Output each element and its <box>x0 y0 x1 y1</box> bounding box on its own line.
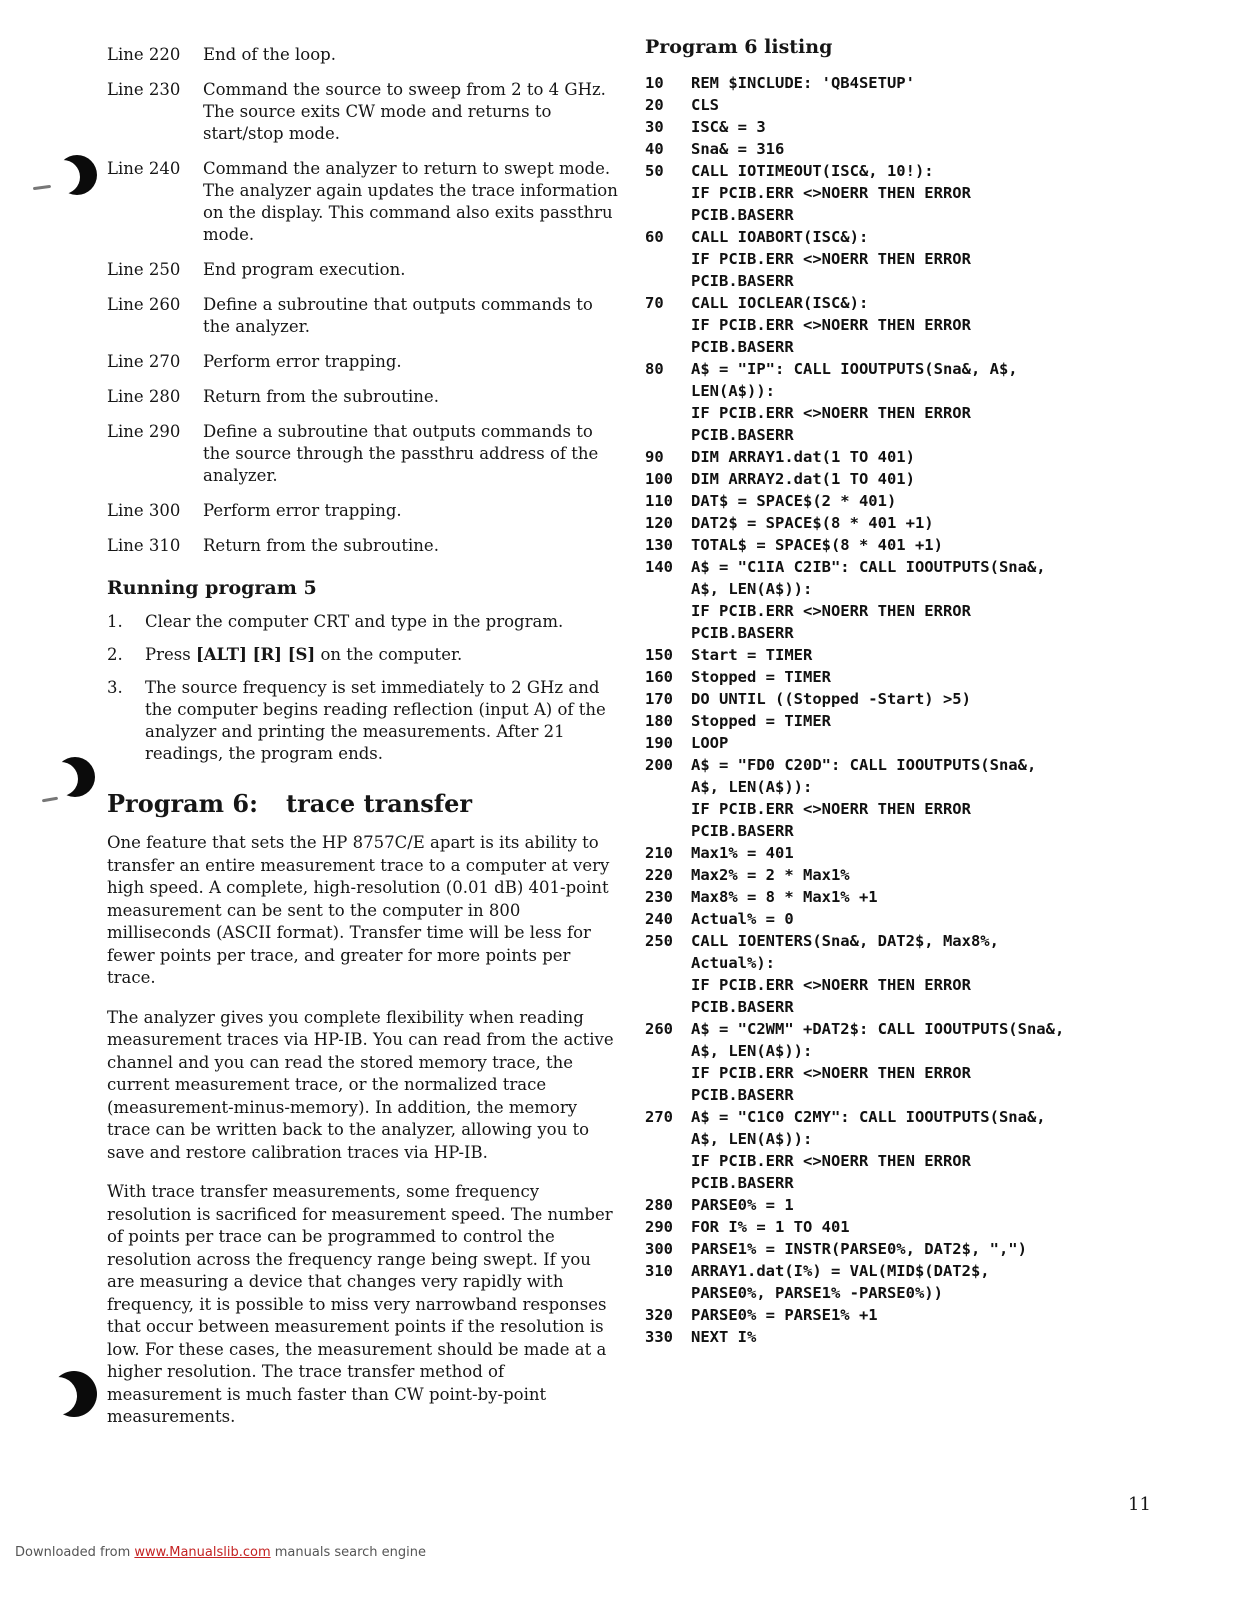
code-line-number <box>645 248 691 270</box>
code-line <box>645 72 1210 94</box>
code-line-number: 120 <box>645 514 673 532</box>
code-line <box>645 1216 1210 1238</box>
binding-mark-bottom <box>46 1365 98 1429</box>
code-line <box>645 424 1210 446</box>
code-line-text: A$ = "C2WM" +DAT2$: CALL IOOUTPUTS(Sna&, <box>691 1020 1065 1038</box>
line-definition <box>107 44 622 66</box>
left-column <box>107 44 622 1446</box>
code-line-text: IF PCIB.ERR <>NOERR THEN ERROR <box>691 976 971 994</box>
footer-prefix: Downloaded from <box>15 1545 135 1560</box>
step-number: 3. <box>107 678 123 697</box>
code-line <box>645 1326 1210 1348</box>
code-line <box>645 688 1210 710</box>
program6-paragraphs <box>107 832 622 1429</box>
line-definition <box>107 259 622 281</box>
line-description: Perform error trapping. <box>203 352 402 371</box>
line-description: Return from the subroutine. <box>203 536 439 555</box>
code-line <box>645 1128 1210 1150</box>
code-line <box>645 578 1210 600</box>
step-number: 2. <box>107 645 123 664</box>
code-line <box>645 490 1210 512</box>
code-line-number <box>645 952 691 974</box>
code-line <box>645 1040 1210 1062</box>
line-description: End of the loop. <box>203 45 336 64</box>
code-line-text: PCIB.BASERR <box>691 272 794 290</box>
code-line-text: Max1% = 401 <box>691 844 794 862</box>
program6-heading-label: Program 6: <box>107 789 258 818</box>
code-line-text: A$ = "IP": CALL IOOUTPUTS(Sna&, A$, <box>691 360 1018 378</box>
code-line-text: TOTAL$ = SPACE$(8 * 401 +1) <box>691 536 943 554</box>
line-definition <box>107 535 622 557</box>
code-line-number: 90 <box>645 448 664 466</box>
code-line-text: PCIB.BASERR <box>691 338 794 356</box>
code-line-text: A$, LEN(A$)): <box>691 778 813 796</box>
line-definition <box>107 351 622 373</box>
code-line-text: IF PCIB.ERR <>NOERR THEN ERROR <box>691 184 971 202</box>
code-line-number: 100 <box>645 470 673 488</box>
code-line <box>645 1260 1210 1282</box>
code-line <box>645 820 1210 842</box>
code-line-number: 200 <box>645 756 673 774</box>
code-line-text: PCIB.BASERR <box>691 1086 794 1104</box>
code-line <box>645 666 1210 688</box>
code-line-text: IF PCIB.ERR <>NOERR THEN ERROR <box>691 602 971 620</box>
line-label: Line 290 <box>107 422 181 441</box>
code-line <box>645 402 1210 424</box>
code-line <box>645 864 1210 886</box>
code-line <box>645 974 1210 996</box>
program6-heading <box>107 789 622 818</box>
line-description: End program execution. <box>203 260 406 279</box>
code-line <box>645 600 1210 622</box>
code-line-text: CALL IOTIMEOUT(ISC&, 10!): <box>691 162 934 180</box>
code-line-number: 80 <box>645 360 664 378</box>
code-line-text: A$, LEN(A$)): <box>691 1042 813 1060</box>
code-line-number: 290 <box>645 1218 673 1236</box>
line-definition <box>107 79 622 145</box>
code-line-number: 170 <box>645 690 673 708</box>
scan-dash-top <box>33 185 51 190</box>
step-item <box>107 644 622 666</box>
code-line-number: 280 <box>645 1196 673 1214</box>
code-line-text: Actual% = 0 <box>691 910 794 928</box>
code-line <box>645 292 1210 314</box>
body-paragraph: With trace transfer measurements, some frequency resolution is sacrificed for measurement speed. The number of points per trace can be programmed to control the resolution across the frequency range being swept. If you are measuring a device that changes very rapidly with frequency, it is possible to miss very narrowband responses that occur between measurement points if the resolution is low. For these cases, the measurement should be made at a higher resolution. The trace transfer method of measurement is much faster than CW point-by-point measurements. <box>107 1182 613 1426</box>
code-line-number: 160 <box>645 668 673 686</box>
code-line <box>645 798 1210 820</box>
code-line-number: 70 <box>645 294 664 312</box>
code-line <box>645 1194 1210 1216</box>
code-line <box>645 1238 1210 1260</box>
code-line-text: PCIB.BASERR <box>691 206 794 224</box>
code-line-text: PCIB.BASERR <box>691 822 794 840</box>
line-definition <box>107 500 622 522</box>
code-line-number: 300 <box>645 1240 673 1258</box>
footer-suffix: manuals search engine <box>270 1545 427 1560</box>
code-line <box>645 1282 1210 1304</box>
code-line <box>645 160 1210 182</box>
code-line <box>645 996 1210 1018</box>
code-line <box>645 1084 1210 1106</box>
code-line-number: 310 <box>645 1262 673 1280</box>
step-number: 1. <box>107 612 123 631</box>
step-item <box>107 611 622 633</box>
code-line <box>645 776 1210 798</box>
code-line-number: 220 <box>645 866 673 884</box>
code-line-text: Stopped = TIMER <box>691 668 831 686</box>
code-line-text: REM $INCLUDE: 'QB4SETUP' <box>691 74 915 92</box>
code-line <box>645 204 1210 226</box>
code-line-text: A$, LEN(A$)): <box>691 580 813 598</box>
code-line-number <box>645 776 691 798</box>
code-line <box>645 380 1210 402</box>
code-line <box>645 1106 1210 1128</box>
line-description: Perform error trapping. <box>203 501 402 520</box>
code-line <box>645 314 1210 336</box>
line-label: Line 270 <box>107 352 181 371</box>
line-definition <box>107 386 622 408</box>
code-line-text: A$, LEN(A$)): <box>691 1130 813 1148</box>
line-label: Line 260 <box>107 295 181 314</box>
code-line-text: ISC& = 3 <box>691 118 766 136</box>
code-line <box>645 248 1210 270</box>
code-line-text: LOOP <box>691 734 729 752</box>
code-line-number <box>645 1040 691 1062</box>
line-description: Define a subroutine that outputs commands to the source through the passthru address of the analyzer. <box>203 422 599 485</box>
code-line <box>645 732 1210 754</box>
code-line-number: 330 <box>645 1328 673 1346</box>
step-text: Clear the computer CRT and type in the program. <box>145 612 564 631</box>
code-line-text: PARSE0%, PARSE1% -PARSE0%)) <box>691 1284 943 1302</box>
code-line-number: 320 <box>645 1306 673 1324</box>
binding-mark-top <box>52 150 98 206</box>
line-description: Command the source to sweep from 2 to 4 GHz. The source exits CW mode and returns to start/stop mode. <box>203 80 606 143</box>
code-line-text: PARSE0% = PARSE1% +1 <box>691 1306 878 1324</box>
step-item <box>107 677 622 765</box>
line-label: Line 250 <box>107 260 181 279</box>
footer-link[interactable]: www.Manualslib.com <box>134 1545 271 1560</box>
code-line-number <box>645 798 691 820</box>
code-line-text: DO UNTIL ((Stopped -Start) >5) <box>691 690 971 708</box>
code-line-text: PCIB.BASERR <box>691 624 794 642</box>
line-label: Line 230 <box>107 80 181 99</box>
code-line-number <box>645 622 691 644</box>
code-line-text: Stopped = TIMER <box>691 712 831 730</box>
code-line <box>645 182 1210 204</box>
code-line-number <box>645 1084 691 1106</box>
line-label: Line 240 <box>107 159 181 178</box>
line-label: Line 280 <box>107 387 181 406</box>
line-definition <box>107 158 622 246</box>
code-line-number: 250 <box>645 932 673 950</box>
code-line-number <box>645 336 691 358</box>
line-description: Define a subroutine that outputs commands to the analyzer. <box>203 295 593 336</box>
code-line <box>645 358 1210 380</box>
code-line-text: IF PCIB.ERR <>NOERR THEN ERROR <box>691 1152 971 1170</box>
code-line-number: 210 <box>645 844 673 862</box>
code-line-number <box>645 1150 691 1172</box>
step-text: Press [ALT] [R] [S] on the computer. <box>145 645 463 664</box>
code-line <box>645 446 1210 468</box>
code-line-text: Sna& = 316 <box>691 140 785 158</box>
code-line-text: CALL IOABORT(ISC&): <box>691 228 869 246</box>
line-definition <box>107 294 622 338</box>
running-program-heading: Running program 5 <box>107 577 317 599</box>
page-number: 11 <box>1128 1494 1151 1515</box>
body-paragraph: The analyzer gives you complete flexibility when reading measurement traces via HP-IB. You can read from the active channel and you can read the stored memory trace, the current measurement trace, or the normalized trace (measurement-minus-memory). In addition, the memory trace can be written back to the analyzer, allowing you to save and restore calibration traces via HP-IB. <box>107 1007 614 1162</box>
code-line-number: 130 <box>645 536 673 554</box>
code-line-text: CLS <box>691 96 719 114</box>
code-line <box>645 754 1210 776</box>
code-line-text: IF PCIB.ERR <>NOERR THEN ERROR <box>691 800 971 818</box>
line-label: Line 220 <box>107 45 181 64</box>
code-line-number <box>645 1282 691 1304</box>
code-line-number <box>645 974 691 996</box>
code-line <box>645 1062 1210 1084</box>
code-line-text: A$ = "FD0 C20D": CALL IOOUTPUTS(Sna&, <box>691 756 1037 774</box>
code-line-text: CALL IOENTERS(Sna&, DAT2$, Max8%, <box>691 932 999 950</box>
code-line <box>645 644 1210 666</box>
code-line <box>645 116 1210 138</box>
code-line <box>645 534 1210 556</box>
code-line <box>645 908 1210 930</box>
code-line-number <box>645 578 691 600</box>
program6-heading-title: trace transfer <box>285 789 472 818</box>
line-label: Line 300 <box>107 501 181 520</box>
footer-watermark <box>15 1545 426 1560</box>
code-line-number <box>645 820 691 842</box>
code-line-number <box>645 1062 691 1084</box>
line-description: Return from the subroutine. <box>203 387 439 406</box>
code-listing-column <box>645 36 1210 1348</box>
code-line <box>645 886 1210 908</box>
code-line <box>645 952 1210 974</box>
code-line-number: 10 <box>645 74 664 92</box>
code-line-text: A$ = "C1C0 C2MY": CALL IOOUTPUTS(Sna&, <box>691 1108 1046 1126</box>
code-line-number: 230 <box>645 888 673 906</box>
code-line-number <box>645 204 691 226</box>
code-line-number: 260 <box>645 1020 673 1038</box>
code-line-text: A$ = "C1IA C2IB": CALL IOOUTPUTS(Sna&, <box>691 558 1046 576</box>
code-line-text: PCIB.BASERR <box>691 426 794 444</box>
code-line <box>645 1304 1210 1326</box>
code-line-number <box>645 1128 691 1150</box>
code-line <box>645 1018 1210 1040</box>
code-line-number <box>645 182 691 204</box>
code-line <box>645 270 1210 292</box>
code-line-text: PCIB.BASERR <box>691 1174 794 1192</box>
code-line-number <box>645 600 691 622</box>
code-line-text: IF PCIB.ERR <>NOERR THEN ERROR <box>691 1064 971 1082</box>
code-line-number: 110 <box>645 492 673 510</box>
line-description: Command the analyzer to return to swept mode. The analyzer again updates the trace information on the display. This command also exits passthru mode. <box>203 159 618 244</box>
code-line-text: DAT2$ = SPACE$(8 * 401 +1) <box>691 514 934 532</box>
code-line-text: LEN(A$)): <box>691 382 775 400</box>
code-line-text: Actual%): <box>691 954 775 972</box>
code-line-text: PARSE1% = INSTR(PARSE0%, DAT2$, ",") <box>691 1240 1027 1258</box>
code-line <box>645 710 1210 732</box>
code-line-number <box>645 314 691 336</box>
code-line-text: Start = TIMER <box>691 646 813 664</box>
code-line <box>645 512 1210 534</box>
code-line-number: 270 <box>645 1108 673 1126</box>
code-line-text: NEXT I% <box>691 1328 757 1346</box>
code-line-text: ARRAY1.dat(I%) = VAL(MID$(DAT2$, <box>691 1262 990 1280</box>
code-line-text: PARSE0% = 1 <box>691 1196 794 1214</box>
code-listing <box>645 72 1210 1348</box>
code-line <box>645 94 1210 116</box>
listing-heading: Program 6 listing <box>645 36 833 58</box>
code-line-number: 20 <box>645 96 664 114</box>
code-line <box>645 226 1210 248</box>
code-line-number: 190 <box>645 734 673 752</box>
code-line-number: 40 <box>645 140 664 158</box>
code-line <box>645 336 1210 358</box>
code-line <box>645 1172 1210 1194</box>
code-line <box>645 842 1210 864</box>
code-line-number: 140 <box>645 558 673 576</box>
code-line-number <box>645 402 691 424</box>
code-line <box>645 1150 1210 1172</box>
code-line-number <box>645 1172 691 1194</box>
code-line-number <box>645 996 691 1018</box>
code-line-text: DIM ARRAY1.dat(1 TO 401) <box>691 448 915 466</box>
code-line-number: 60 <box>645 228 664 246</box>
code-line <box>645 138 1210 160</box>
code-line-text: FOR I% = 1 TO 401 <box>691 1218 850 1236</box>
code-line-text: DIM ARRAY2.dat(1 TO 401) <box>691 470 915 488</box>
code-line-text: IF PCIB.ERR <>NOERR THEN ERROR <box>691 404 971 422</box>
code-line-number: 30 <box>645 118 664 136</box>
line-label: Line 310 <box>107 536 181 555</box>
code-line-number <box>645 424 691 446</box>
line-definitions <box>107 44 622 557</box>
code-line-number <box>645 270 691 292</box>
code-line-number <box>645 380 691 402</box>
body-paragraph: One feature that sets the HP 8757C/E apart is its ability to transfer an entire measurement trace to a computer at very high speed. A complete, high-resolution (0.01 dB) 401-point measurement can be sent to the computer in 800 milliseconds (ASCII format). Transfer time will be less for fewer points per trace, and greater for more points per trace. <box>107 833 610 987</box>
code-line-text: PCIB.BASERR <box>691 998 794 1016</box>
code-line-text: CALL IOCLEAR(ISC&): <box>691 294 869 312</box>
code-line-text: Max8% = 8 * Max1% +1 <box>691 888 878 906</box>
code-line <box>645 622 1210 644</box>
code-line-text: IF PCIB.ERR <>NOERR THEN ERROR <box>691 316 971 334</box>
step-text: The source frequency is set immediately to 2 GHz and the computer begins reading reflection (input A) of the analyzer and printing the measurements. After 21 readings, the program ends. <box>145 678 606 763</box>
code-line-text: Max2% = 2 * Max1% <box>691 866 850 884</box>
code-line-number: 150 <box>645 646 673 664</box>
code-line-text: DAT$ = SPACE$(2 * 401) <box>691 492 897 510</box>
code-line <box>645 468 1210 490</box>
code-line-number: 180 <box>645 712 673 730</box>
code-line-number: 240 <box>645 910 673 928</box>
code-line <box>645 930 1210 952</box>
code-line-number: 50 <box>645 162 664 180</box>
running-program-steps <box>107 611 622 765</box>
line-definition <box>107 421 622 487</box>
code-line <box>645 556 1210 578</box>
code-line-text: IF PCIB.ERR <>NOERR THEN ERROR <box>691 250 971 268</box>
